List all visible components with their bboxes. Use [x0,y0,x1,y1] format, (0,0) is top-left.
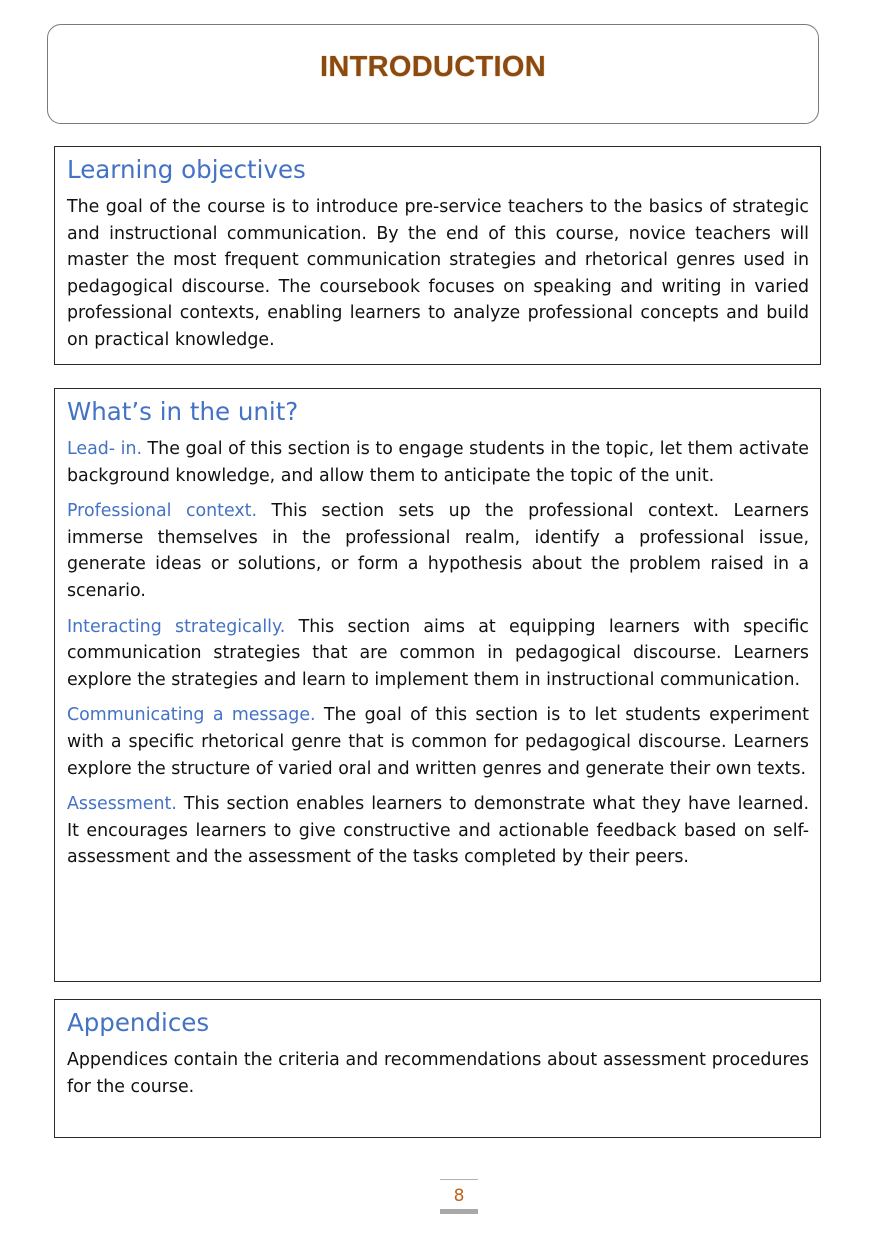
unit-item-label: Professional context. [67,501,258,522]
unit-item-text: This section sets up the professional context. Learners immerse themselves in the professional realm, identify a professional issue, generate ideas or solutions, or form a hypothesis about the problem raised in a scenario. [67,501,809,601]
unit-item-label: Assessment. [67,794,177,815]
unit-item-professional-context [67,498,809,604]
appendices-section [54,999,821,1138]
page-number-underline [440,1209,478,1214]
unit-item-text: This section aims at equipping learners with specific communication strategies that are common in pedagogical discourse. Learners explore the strategies and learn to implement them in instructional communication. [67,616,809,690]
unit-contents-heading: What’s in the unit? [67,397,299,426]
unit-item-lead-in [67,436,809,489]
unit-item-communicating-a-message [67,702,809,782]
appendices-text: Appendices contain the criteria and recommendations about assessment procedures for the course. [67,1050,809,1097]
appendices-heading: Appendices [67,1008,210,1037]
unit-contents-section [54,388,821,982]
learning-objectives-text: The goal of the course is to introduce pre-service teachers to the basics of strategic and instructional communication. By the end of this course, novice teachers will master the most frequent communication strategies and rhetorical genres used in pedagogical discourse. The coursebook focuses on speaking and writing in varied professional contexts, enabling learners to analyze professional concepts and build on practical knowledge. [67,197,809,350]
unit-item-label: Communicating a message. [67,705,316,726]
page-title: INTRODUCTION [320,51,546,83]
unit-item-label: Interacting strategically. [67,616,286,637]
learning-objectives-section [54,146,821,365]
unit-item-interacting-strategically [67,614,809,694]
title-banner [47,24,819,124]
unit-item-text: The goal of this section is to let students experiment with a specific rhetorical genre that is common for pedagogical discourse. Learners explore the structure of varied oral and written genres and generate their own texts. [67,705,809,779]
page-number: 8 [440,1179,478,1214]
unit-item-text: The goal of this section is to engage students in the topic, let them activate background knowledge, and allow them to anticipate the topic of the unit. [67,439,809,486]
unit-item-text: This section enables learners to demonstrate what they have learned. It encourages learners to give constructive and actionable feedback based on self-assessment and the assessment of the tasks completed by their peers. [67,794,809,868]
learning-objectives-heading: Learning objectives [67,155,306,184]
unit-item-label: Lead- in. [67,439,142,459]
unit-item-assessment [67,791,809,871]
